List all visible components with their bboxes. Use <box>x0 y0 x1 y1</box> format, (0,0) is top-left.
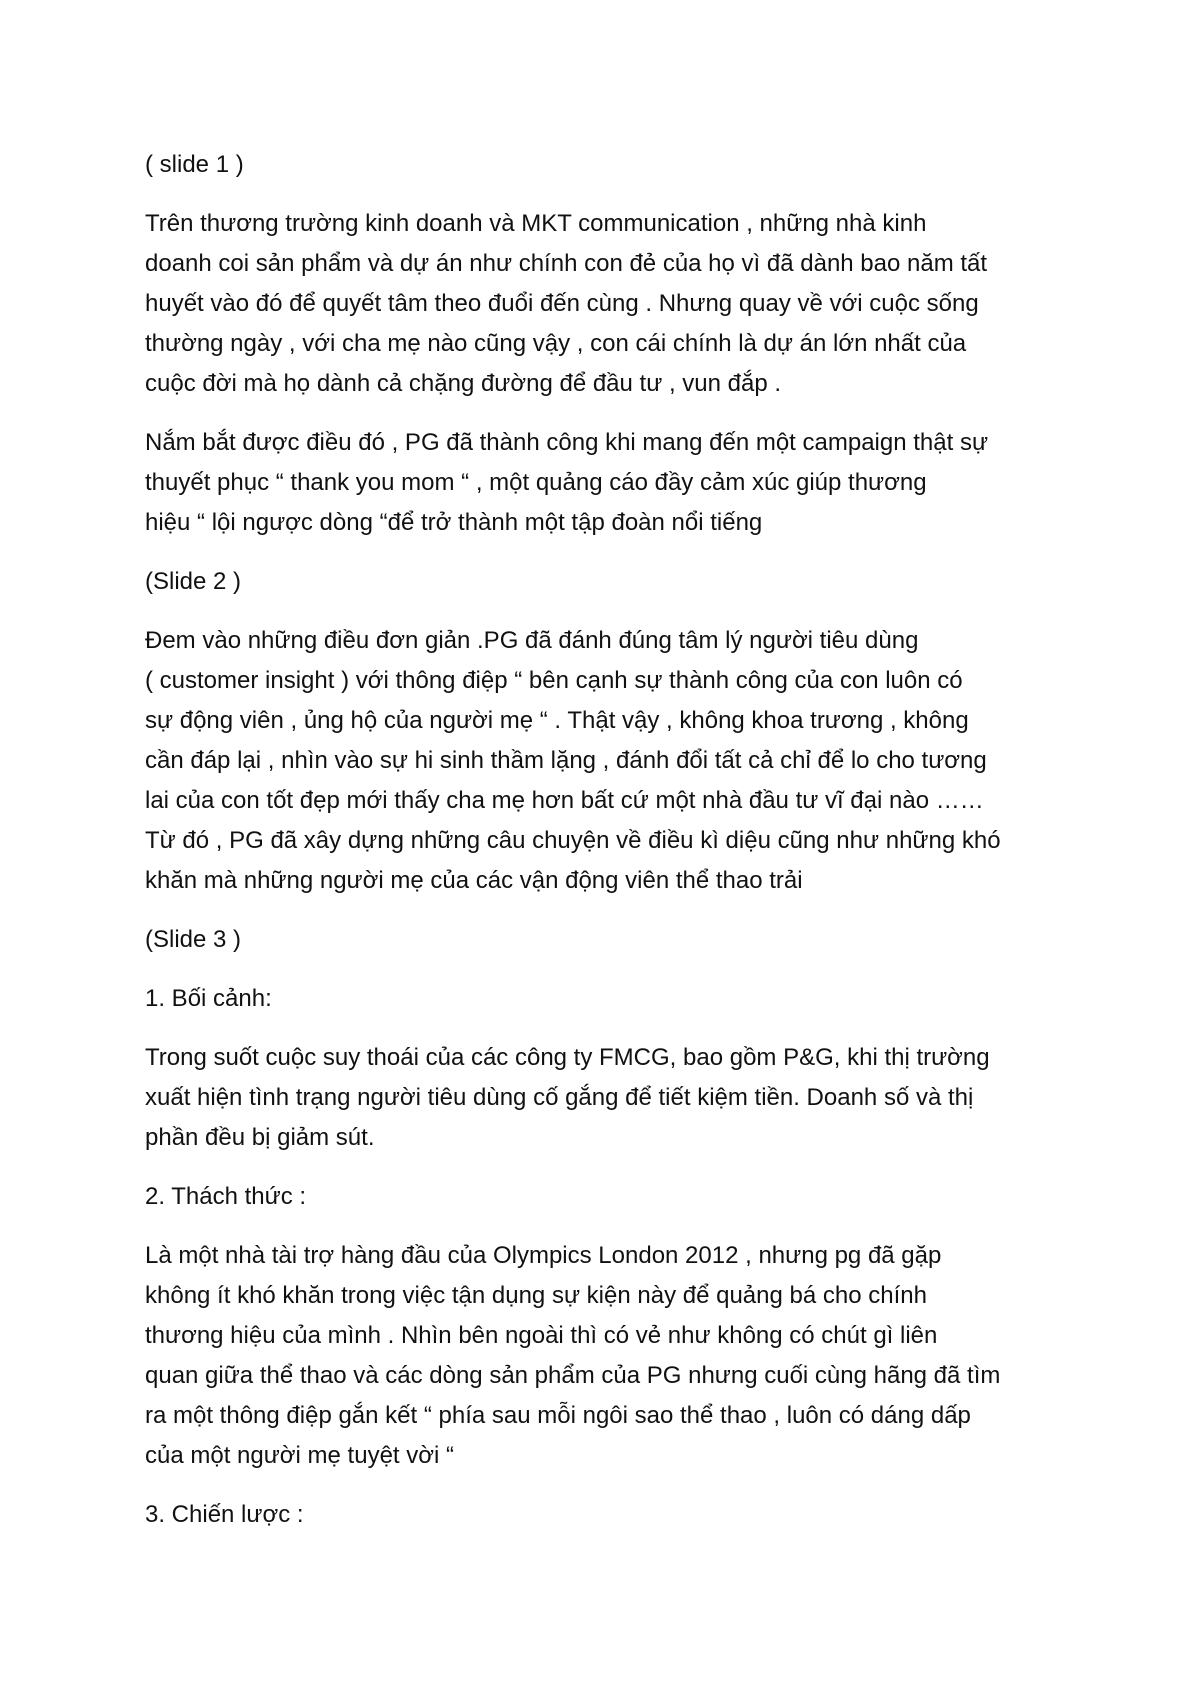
text-line: 2. Thách thức : <box>145 1183 307 1210</box>
slide-1-heading <box>145 145 1065 185</box>
text-line: doanh coi sản phẩm và dự án như chính con đẻ của họ vì đã dành bao năm tất <box>145 250 988 277</box>
text-line: hiệu “ lội ngược dòng “để trở thành một tập đoàn nổi tiếng <box>145 509 763 536</box>
text-line: ( slide 1 ) <box>145 151 244 178</box>
text-line: ( customer insight ) với thông điệp “ bên cạnh sự thành công của con luôn có <box>145 667 963 694</box>
text-line: Đem vào những điều đơn giản .PG đã đánh đúng tâm lý người tiêu dùng <box>145 627 919 654</box>
slide-3-heading <box>145 920 1065 960</box>
text-line: của một người mẹ tuyệt vời “ <box>145 1442 454 1469</box>
text-line: khăn mà những người mẹ của các vận động viên thể thao trải <box>145 867 803 894</box>
text-line: xuất hiện tình trạng người tiêu dùng cố gắng để tiết kiệm tiền. Doanh số và thị <box>145 1084 974 1111</box>
text-line: không ít khó khăn trong việc tận dụng sự kiện này để quảng bá cho chính <box>145 1282 927 1309</box>
text-line: thuyết phục “ thank you mom “ , một quảng cáo đầy cảm xúc giúp thương <box>145 469 927 496</box>
text-line: cần đáp lại , nhìn vào sự hi sinh thầm lặng , đánh đổi tất cả chỉ để lo cho tương <box>145 747 987 774</box>
text-line: Nắm bắt được điều đó , PG đã thành công khi mang đến một campaign thật sự <box>145 429 989 456</box>
text-line: thương hiệu của mình . Nhìn bên ngoài thì có vẻ như không có chút gì liên <box>145 1322 938 1349</box>
text-line: cuộc đời mà họ dành cả chặng đường để đầu tư , vun đắp . <box>145 370 782 397</box>
text-line: quan giữa thể thao và các dòng sản phẩm của PG nhưng cuối cùng hãng đã tìm <box>145 1362 1001 1389</box>
text-line: Trên thương trường kinh doanh và MKT communication , những nhà kinh <box>145 210 927 237</box>
document-body <box>145 145 1065 1554</box>
text-line: Là một nhà tài trợ hàng đầu của Olympics London 2012 , nhưng pg đã gặp <box>145 1242 942 1269</box>
paragraph-campaign <box>145 423 1065 543</box>
text-line: phần đều bị giảm sút. <box>145 1124 375 1151</box>
text-line: 3. Chiến lược : <box>145 1501 304 1528</box>
text-line: sự động viên , ủng hộ của người mẹ “ . Thật vậy , không khoa trương , không <box>145 707 969 734</box>
section-strategy-heading <box>145 1495 1065 1535</box>
text-line: (Slide 2 ) <box>145 568 242 595</box>
text-line: 1. Bối cảnh: <box>145 985 272 1012</box>
paragraph-context <box>145 1038 1065 1158</box>
text-line: Trong suốt cuộc suy thoái của các công ty FMCG, bao gồm P&G, khi thị trường <box>145 1044 990 1071</box>
section-challenge-heading <box>145 1177 1065 1217</box>
text-line: (Slide 3 ) <box>145 926 242 953</box>
text-line: thường ngày , với cha mẹ nào cũng vậy , con cái chính là dự án lớn nhất của <box>145 330 967 357</box>
paragraph-challenge <box>145 1236 1065 1476</box>
text-line: huyết vào đó để quyết tâm theo đuổi đến cùng . Nhưng quay về với cuộc sống <box>145 290 979 317</box>
paragraph-intro <box>145 204 1065 404</box>
slide-2-heading <box>145 562 1065 602</box>
text-line: Từ đó , PG đã xây dựng những câu chuyện về điều kì diệu cũng như những khó <box>145 827 1001 854</box>
section-context-heading <box>145 979 1065 1019</box>
paragraph-insight <box>145 621 1065 901</box>
text-line: ra một thông điệp gắn kết “ phía sau mỗi ngôi sao thể thao , luôn có dáng dấp <box>145 1402 971 1429</box>
text-line: lai của con tốt đẹp mới thấy cha mẹ hơn bất cứ một nhà đầu tư vĩ đại nào …… <box>145 787 984 814</box>
